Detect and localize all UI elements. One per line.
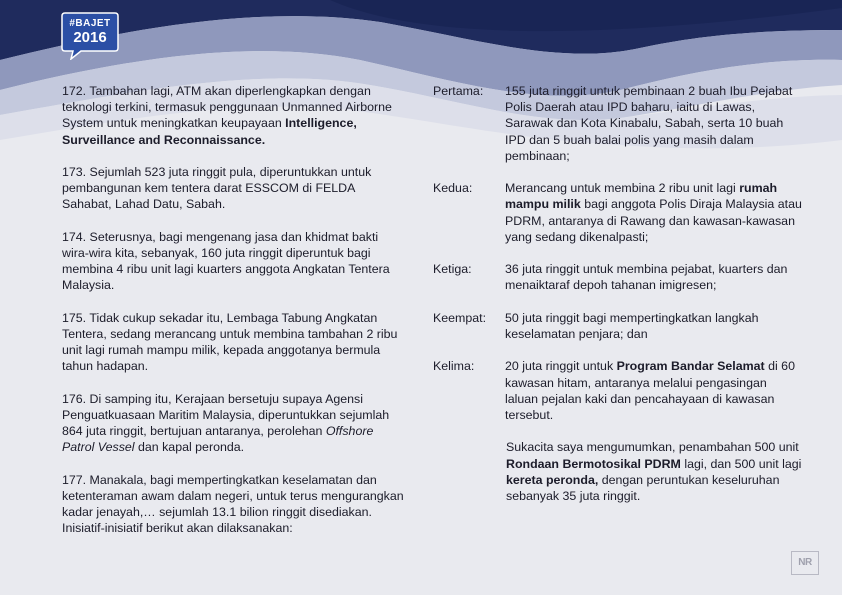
item-label: Kedua:	[433, 181, 473, 196]
item-kelima	[433, 358, 803, 423]
item-label: Keempat:	[433, 310, 487, 325]
right-column	[433, 83, 803, 504]
paragraph-176: 176. Di samping itu, Kerajaan bersetuju supaya Agensi Penguatkuasaan Maritim Malaysia, diperuntukkan sejumlah 864 juta ringgit, bertujuan antaranya, perolehan Offshore Patrol Vessel dan kapal peronda.	[62, 391, 390, 455]
closing-paragraph: Sukacita saya mengumumkan, penambahan 500 unit Rondaan Bermotosikal PDRM lagi, dan 500 unit lagi kereta peronda, dengan peruntukan keseluruhan sebanyak 35 juta ringgit.	[506, 440, 802, 503]
paragraph-175: 175. Tidak cukup sekadar itu, Lembaga Tabung Angkatan Tentera, sedang merancang untuk membina tambahan 2 ribu unit lagi rumah mampu milik, kepada anggotanya bermula tahun hadapan.	[62, 310, 398, 374]
paragraph-172: 172. Tambahan lagi, ATM akan diperlengkapkan dengan teknologi terkini, termasuk penggunaan Unmanned Airborne System untuk meningkatkan keupayaan Intelligence, Surveillance and Reconnaissance.	[62, 84, 392, 147]
item-text: 20 juta ringgit untuk Program Bandar Selamat di 60 kawasan hitam, antaranya melalui pengasingan laluan pejalan kaki dan pencahayaan di kawasan tersebut.	[505, 359, 795, 422]
item-label: Ketiga:	[433, 262, 472, 277]
item-label: Kelima:	[433, 359, 475, 374]
item-text: 50 juta ringgit bagi mempertingkatkan langkah keselamatan penjara; dan	[505, 310, 759, 341]
item-text: 36 juta ringgit untuk membina pejabat, kuarters dan menaiktaraf depoh tahanan imigresen;	[505, 262, 788, 293]
left-column	[62, 83, 407, 553]
nr-watermark: NR	[791, 551, 819, 575]
item-pertama	[433, 83, 803, 164]
paragraph-177: 177. Manakala, bagi mempertingkatkan keselamatan dan ketenteraman awam dalam negeri, untuk terus mengurangkan kadar jenayah,… sejumlah 13.1 bilion ringgit disediakan. Inisiatif-inisiatif berikut akan dilaksanakan:	[62, 472, 404, 536]
logo-year: 2016	[73, 29, 107, 46]
item-text: 155 juta ringgit untuk pembinaan 2 buah Ibu Pejabat Polis Daerah atau IPD baharu, iaitu di Lawas, Sarawak dan Kota Kinabalu, Sabah, serta 10 buah IPD dan 5 buah balai polis yang masih dalam pembinaan;	[505, 84, 793, 163]
logo-hashtag: #BAJET	[69, 18, 111, 29]
item-text: Merancang untuk membina 2 ribu unit lagi rumah mampu milik bagi anggota Polis Diraja Malaysia atau PDRM, antaranya di Rawang dan kawasan-kawasan yang sedang dikenalpasti;	[505, 181, 802, 244]
item-label: Pertama:	[433, 84, 484, 98]
item-keempat	[433, 310, 803, 342]
item-ketiga	[433, 261, 803, 293]
paragraph-174: 174. Seterusnya, bagi mengenang jasa dan khidmat bakti wira-wira kita, sebanyak, 160 juta ringgit diperuntuk bagi membina 4 ribu unit lagi kuarters anggota Angkatan Tentera Malaysia.	[62, 229, 390, 293]
paragraph-173: 173. Sejumlah 523 juta ringgit pula, diperuntukkan untuk pembangunan kem tentera darat ESSCOM di FELDA Sahabat, Lahad Datu, Sabah.	[62, 165, 372, 212]
item-kedua	[433, 180, 803, 245]
